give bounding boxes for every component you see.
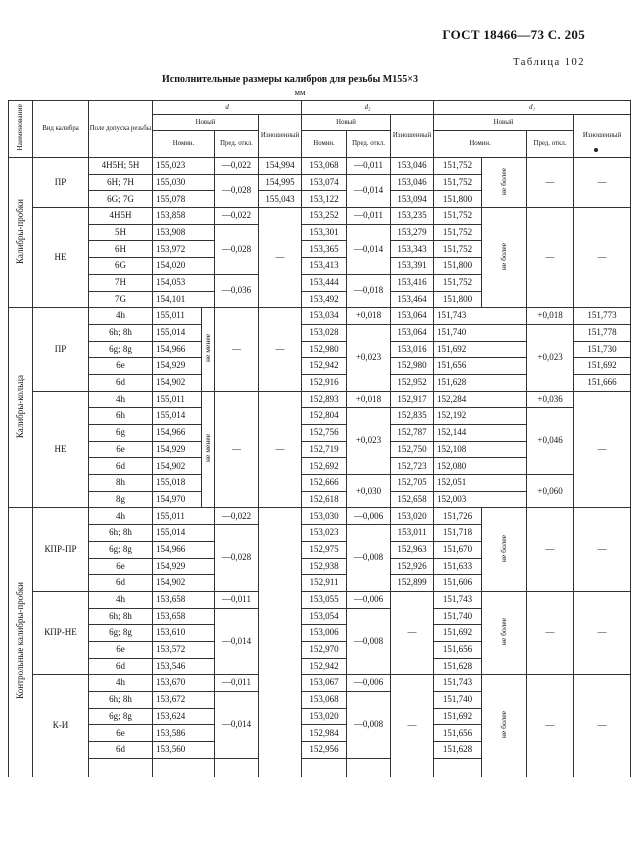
- d2-izn: 153,094: [391, 191, 434, 208]
- d2-izn: 153,064: [391, 324, 434, 341]
- group-label: Контрольные калибры-пробки: [9, 508, 33, 776]
- d2-nom: 152,916: [302, 374, 347, 391]
- d-nom: 154,929: [153, 441, 202, 458]
- field-cell: 6d: [89, 458, 153, 475]
- d1-nom: 152,192: [434, 408, 527, 425]
- group-label: Калибры-кольца: [9, 308, 33, 508]
- d2-nom: 153,028: [302, 324, 347, 341]
- field-cell: 4H5H: [89, 208, 153, 225]
- d2-izn: 153,046: [391, 174, 434, 191]
- d2-nom: 153,068: [302, 692, 347, 709]
- field-cell: 6h; 8h: [89, 608, 153, 625]
- d2-izn: 152,980: [391, 358, 434, 375]
- d2-nom: 152,893: [302, 391, 347, 408]
- d2-pred: +0,018: [347, 391, 391, 408]
- d1-nom: 152,051: [434, 475, 527, 492]
- d2-pred: —0,014: [347, 174, 391, 207]
- d1-nom: 151,752: [434, 224, 482, 241]
- d2-nom: 152,970: [302, 641, 347, 658]
- field-cell: 6H: [89, 241, 153, 258]
- d2-izn: 153,020: [391, 508, 434, 525]
- d-nom: 154,020: [153, 258, 215, 275]
- d1-pred: +0,018: [527, 308, 574, 325]
- field-cell: 7G: [89, 291, 153, 308]
- d-nom: 153,546: [153, 658, 215, 675]
- d2-izn: 153,343: [391, 241, 434, 258]
- d2-pred: [347, 758, 391, 776]
- d-pred: —0,022: [215, 158, 259, 175]
- d1-pred: —: [527, 158, 574, 208]
- d1-nom: 152,284: [434, 391, 527, 408]
- d-pred: —0,022: [215, 508, 259, 525]
- field-cell: 6d: [89, 374, 153, 391]
- d-nom: 155,030: [153, 174, 215, 191]
- field-cell: 4h: [89, 591, 153, 608]
- field-cell: 6e: [89, 441, 153, 458]
- d-nom: 155,078: [153, 191, 215, 208]
- d-nom: 154,929: [153, 358, 202, 375]
- d2-pred: —0,008: [347, 608, 391, 675]
- d2-izn: 153,279: [391, 224, 434, 241]
- d-pred: —: [215, 308, 259, 391]
- header-d: d: [153, 101, 302, 115]
- d2-nom: 152,666: [302, 475, 347, 492]
- d1-nom: 151,800: [434, 291, 482, 308]
- d-nom: 154,966: [153, 425, 202, 442]
- d1-nom: 151,628: [434, 374, 527, 391]
- d2-pred: —0,011: [347, 158, 391, 175]
- d1-nom: 151,743: [434, 308, 527, 325]
- d-nom: 153,672: [153, 692, 215, 709]
- d-pred: —0,022: [215, 208, 259, 225]
- d-nom: 155,014: [153, 408, 202, 425]
- d2-nom: 153,492: [302, 291, 347, 308]
- field-cell: 6e: [89, 641, 153, 658]
- d2-nom: 153,067: [302, 675, 347, 692]
- d1-izn: 151,778: [574, 324, 631, 341]
- d-nom: 153,908: [153, 224, 215, 241]
- d-nom: 155,011: [153, 508, 215, 525]
- field-cell: 6H; 7H: [89, 174, 153, 191]
- d2-nom: 152,984: [302, 725, 347, 742]
- field-cell: 6d: [89, 742, 153, 759]
- d1-nom: 151,743: [434, 591, 482, 608]
- d1-pred: +0,046: [527, 408, 574, 475]
- d1-izn: 151,692: [574, 358, 631, 375]
- d2-nom: 153,023: [302, 525, 347, 542]
- header-naim: Наименование: [9, 101, 33, 158]
- d1-ne-bolee: не более: [482, 158, 527, 208]
- d-pred: —0,028: [215, 525, 259, 592]
- d2-nom: 152,618: [302, 491, 347, 508]
- header-d2: d₂: [302, 101, 434, 115]
- d2-izn: 153,391: [391, 258, 434, 275]
- d2-izn: 153,011: [391, 525, 434, 542]
- d1-ne-bolee: не более: [482, 208, 527, 308]
- d-nom: 153,560: [153, 742, 215, 759]
- d1-izn: —: [574, 508, 631, 591]
- d-pred: —0,011: [215, 591, 259, 608]
- d-nom: 153,858: [153, 208, 215, 225]
- d2-nom: 152,719: [302, 441, 347, 458]
- field-cell: 6g: [89, 425, 153, 442]
- header-vid: Вид калибра: [33, 101, 89, 158]
- d2-nom: 152,942: [302, 658, 347, 675]
- d-nom: 153,658: [153, 608, 215, 625]
- d1-izn: —: [574, 391, 631, 508]
- d2-pred: —0,006: [347, 675, 391, 692]
- field-cell: 6d: [89, 658, 153, 675]
- d2-pred: +0,023: [347, 324, 391, 391]
- table-caption: Исполнительные размеры калибров для резьбы М155×3: [162, 74, 418, 85]
- field-cell: 6g; 8g: [89, 541, 153, 558]
- d1-izn: —: [574, 591, 631, 674]
- d-nom: [153, 758, 215, 776]
- d-nom: 155,018: [153, 475, 202, 492]
- d-nom: 153,624: [153, 708, 215, 725]
- d2-izn: 153,064: [391, 308, 434, 325]
- table-number: Таблица 102: [513, 57, 585, 68]
- d-pred: [215, 758, 259, 776]
- header-d1-pred: Пред. откл.: [527, 131, 574, 158]
- field-cell: 6e: [89, 725, 153, 742]
- kind-label: ПР: [33, 158, 89, 208]
- d-nom: 154,966: [153, 541, 215, 558]
- d2-nom: 153,068: [302, 158, 347, 175]
- field-cell: 5H: [89, 224, 153, 241]
- d1-nom: 151,656: [434, 725, 482, 742]
- field-cell: 4H5H; 5H: [89, 158, 153, 175]
- d-pred: —0,014: [215, 692, 259, 759]
- d1-nom: 152,080: [434, 458, 527, 475]
- d2-izn: 153,416: [391, 274, 434, 291]
- d2-nom: 153,444: [302, 274, 347, 291]
- d2-pred: —0,006: [347, 591, 391, 608]
- d1-nom: 151,752: [434, 174, 482, 191]
- d1-nom: 151,752: [434, 208, 482, 225]
- field-cell: 4h: [89, 508, 153, 525]
- header-d1-new: Новый: [434, 115, 574, 131]
- d1-nom: 151,656: [434, 641, 482, 658]
- field-cell: 6g; 8g: [89, 708, 153, 725]
- d2-nom: 152,911: [302, 575, 347, 592]
- kind-label: НЕ: [33, 391, 89, 508]
- kind-label: КПР-НЕ: [33, 591, 89, 674]
- d1-nom: 152,003: [434, 491, 527, 508]
- d2-nom: 153,413: [302, 258, 347, 275]
- d2-nom: 153,365: [302, 241, 347, 258]
- d1-nom: 151,740: [434, 324, 527, 341]
- d2-pred: —0,008: [347, 692, 391, 759]
- group-label: Калибры-пробки: [9, 158, 33, 308]
- header-d-izn: Изношенный: [259, 115, 302, 158]
- field-cell: 6e: [89, 558, 153, 575]
- d-pred: —0,011: [215, 675, 259, 692]
- kind-label: ПР: [33, 308, 89, 391]
- d2-izn: 152,705: [391, 475, 434, 492]
- d-izn: —: [259, 391, 302, 508]
- field-cell: 6d: [89, 575, 153, 592]
- d1-izn: 151,666: [574, 374, 631, 391]
- d-ne-menee: не менее: [202, 391, 215, 508]
- d1-pred: —: [527, 591, 574, 674]
- d1-nom: 151,752: [434, 158, 482, 175]
- header-d2-izn: Изношенный: [391, 115, 434, 158]
- d-nom: 153,586: [153, 725, 215, 742]
- d1-nom: 151,628: [434, 742, 482, 759]
- d2-izn: —: [391, 591, 434, 674]
- d-nom: 155,011: [153, 391, 202, 408]
- d-nom: 155,023: [153, 158, 215, 175]
- field-cell: 6h; 8h: [89, 692, 153, 709]
- header-d2-pred: Пред. откл.: [347, 131, 391, 158]
- d2-izn: 152,963: [391, 541, 434, 558]
- d2-izn: 152,787: [391, 425, 434, 442]
- field-cell: 6h; 8h: [89, 324, 153, 341]
- d2-izn: 153,046: [391, 158, 434, 175]
- d1-nom: 151,606: [434, 575, 482, 592]
- d-nom: 153,670: [153, 675, 215, 692]
- d2-pred: —0,014: [347, 224, 391, 274]
- field-cell: 4h: [89, 675, 153, 692]
- d2-izn: 152,750: [391, 441, 434, 458]
- d1-nom: 151,743: [434, 675, 482, 692]
- d-pred: —: [215, 391, 259, 508]
- d1-nom: 151,628: [434, 658, 482, 675]
- d2-nom: 153,030: [302, 508, 347, 525]
- d2-nom: 153,054: [302, 608, 347, 625]
- d-izn: —: [259, 208, 302, 308]
- d1-nom: 151,633: [434, 558, 482, 575]
- d2-izn: 152,917: [391, 391, 434, 408]
- d2-nom: 153,034: [302, 308, 347, 325]
- field-cell: 6e: [89, 358, 153, 375]
- header-d-pred: Пред. откл.: [215, 131, 259, 158]
- kind-label: К-И: [33, 675, 89, 776]
- d1-nom: 152,144: [434, 425, 527, 442]
- header-d1-izn: Изношенный: [574, 115, 631, 158]
- calibre-table: [8, 100, 631, 777]
- d2-izn: 153,464: [391, 291, 434, 308]
- field-cell: 6G; 7G: [89, 191, 153, 208]
- header-d-nom: Номин.: [153, 131, 215, 158]
- header-d1-nom: Номин.: [434, 131, 527, 158]
- d-izn: [259, 508, 302, 776]
- d-pred: —0,028: [215, 224, 259, 274]
- d2-nom: 153,006: [302, 625, 347, 642]
- page-header: ГОСТ 18466—73 С. 205: [442, 27, 585, 42]
- d1-nom: 151,692: [434, 341, 527, 358]
- d-nom: 153,658: [153, 591, 215, 608]
- d1-nom: 151,752: [434, 274, 482, 291]
- field-cell: 8h: [89, 475, 153, 492]
- d-izn: —: [259, 308, 302, 391]
- field-cell: 6h: [89, 408, 153, 425]
- d-nom: 155,014: [153, 525, 215, 542]
- d1-nom: 151,726: [434, 508, 482, 525]
- d1-pred: +0,060: [527, 475, 574, 508]
- d1-ne-bolee: не более: [482, 508, 527, 591]
- d1-pred: —: [527, 508, 574, 591]
- d1-izn: —: [574, 158, 631, 208]
- d2-nom: 152,956: [302, 742, 347, 759]
- d-izn: 155,043: [259, 191, 302, 208]
- d2-izn: 152,835: [391, 408, 434, 425]
- d2-izn: 152,952: [391, 374, 434, 391]
- d1-nom: 151,740: [434, 692, 482, 709]
- d-ne-menee: не менее: [202, 308, 215, 391]
- d1-nom: 151,656: [434, 358, 527, 375]
- d-nom: 155,014: [153, 324, 202, 341]
- d2-nom: 153,020: [302, 708, 347, 725]
- d1-nom: 151,692: [434, 625, 482, 642]
- d2-izn: 152,926: [391, 558, 434, 575]
- field-cell: 4h: [89, 308, 153, 325]
- d1-nom: 152,108: [434, 441, 527, 458]
- d-nom: 153,572: [153, 641, 215, 658]
- d1-nom: [434, 758, 482, 776]
- d1-pred: —: [527, 208, 574, 308]
- d2-nom: 152,756: [302, 425, 347, 442]
- d2-nom: 153,301: [302, 224, 347, 241]
- d2-nom: 152,692: [302, 458, 347, 475]
- header-d-new: Новый: [153, 115, 259, 131]
- d2-izn: 152,723: [391, 458, 434, 475]
- d-nom: 154,929: [153, 558, 215, 575]
- d2-nom: 153,252: [302, 208, 347, 225]
- d2-nom: 152,942: [302, 358, 347, 375]
- d2-nom: 153,074: [302, 174, 347, 191]
- d-nom: 154,970: [153, 491, 202, 508]
- d1-nom: 151,800: [434, 258, 482, 275]
- d2-izn: 152,899: [391, 575, 434, 592]
- d1-nom: 151,718: [434, 525, 482, 542]
- kind-label: КПР-ПР: [33, 508, 89, 591]
- d-nom: 154,902: [153, 575, 215, 592]
- d-nom: 154,101: [153, 291, 215, 308]
- d-izn: 154,995: [259, 174, 302, 191]
- d2-pred: —0,011: [347, 208, 391, 225]
- field-cell: 6h; 8h: [89, 525, 153, 542]
- d1-nom: 151,800: [434, 191, 482, 208]
- d-izn: 154,994: [259, 158, 302, 175]
- kind-label: НЕ: [33, 208, 89, 308]
- d-nom: 153,610: [153, 625, 215, 642]
- d2-izn: —: [391, 675, 434, 776]
- d1-pred: +0,023: [527, 324, 574, 391]
- d2-nom: 153,055: [302, 591, 347, 608]
- d1-izn: 151,773: [574, 308, 631, 325]
- d2-pred: +0,030: [347, 475, 391, 508]
- header-pole: Поле допуска резьбы: [89, 101, 153, 158]
- table-units: мм: [294, 87, 306, 97]
- d1-ne-bolee: не более: [482, 675, 527, 776]
- d1-nom: 151,692: [434, 708, 482, 725]
- header-d1: d₁: [434, 101, 631, 115]
- field-cell: 6g; 8g: [89, 625, 153, 642]
- d-nom: 154,902: [153, 458, 202, 475]
- d-nom: 155,011: [153, 308, 202, 325]
- d2-nom: 152,938: [302, 558, 347, 575]
- d2-pred: —0,008: [347, 525, 391, 592]
- d1-izn: 151,730: [574, 341, 631, 358]
- d-nom: 154,902: [153, 374, 202, 391]
- field-cell: 6g; 8g: [89, 341, 153, 358]
- d2-nom: 153,122: [302, 191, 347, 208]
- field-cell: 6G: [89, 258, 153, 275]
- field-cell: 8g: [89, 491, 153, 508]
- d1-pred: +0,036: [527, 391, 574, 408]
- d2-izn: 153,016: [391, 341, 434, 358]
- d1-izn: —: [574, 208, 631, 308]
- d-nom: 154,053: [153, 274, 215, 291]
- d1-nom: 151,740: [434, 608, 482, 625]
- header-d2-new: Новый: [302, 115, 391, 131]
- d2-izn: 152,658: [391, 491, 434, 508]
- d1-pred: —: [527, 675, 574, 776]
- d1-nom: 151,752: [434, 241, 482, 258]
- field-cell: 4h: [89, 391, 153, 408]
- d2-nom: 152,804: [302, 408, 347, 425]
- d2-pred: —0,018: [347, 274, 391, 307]
- field-cell: 7H: [89, 274, 153, 291]
- d2-nom: 152,975: [302, 541, 347, 558]
- d1-ne-bolee: не более: [482, 591, 527, 674]
- d-pred: —0,036: [215, 274, 259, 307]
- d1-izn: —: [574, 675, 631, 776]
- d2-pred: +0,018: [347, 308, 391, 325]
- d-pred: —0,028: [215, 174, 259, 207]
- d2-pred: +0,023: [347, 408, 391, 475]
- d-nom: 153,972: [153, 241, 215, 258]
- d-nom: 154,966: [153, 341, 202, 358]
- d2-pred: —0,006: [347, 508, 391, 525]
- d2-nom: 152,980: [302, 341, 347, 358]
- d-pred: —0,014: [215, 608, 259, 675]
- header-d2-nom: Номин.: [302, 131, 347, 158]
- field-cell: [89, 758, 153, 776]
- d2-nom: [302, 758, 347, 776]
- d2-izn: 153,235: [391, 208, 434, 225]
- d1-nom: 151,670: [434, 541, 482, 558]
